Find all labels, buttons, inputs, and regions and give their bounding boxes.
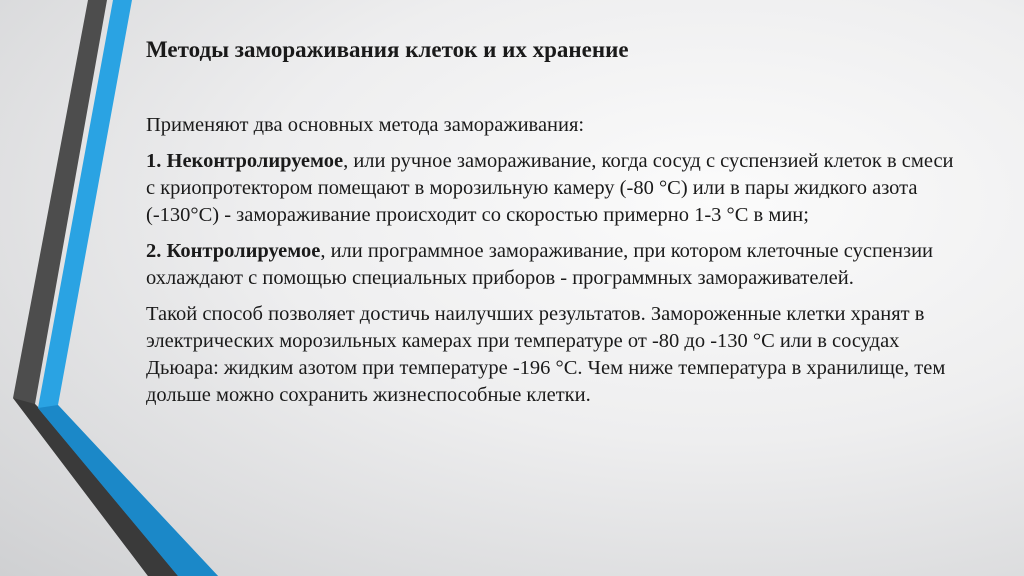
blue-band-shade: [38, 405, 218, 576]
slide-content: [146, 36, 966, 418]
intro-text: Применяют два основных метода замораживания:: [146, 114, 585, 136]
method-1-text: , или ручное замораживание, когда сосуд с суспензией клеток в смеси с криопротектором помещают в морозильную камеру (-80 °С) или в пары жидкого азота (-130°С) - замораживание происходит со скоростью примерно 1-3 °С в мин;: [146, 150, 954, 226]
method-2: [146, 238, 966, 292]
method-1: [146, 148, 966, 229]
slide-title: Методы замораживания клеток и их хранение: [146, 37, 629, 62]
method-2-label: 2. Контролируемое: [146, 240, 321, 262]
method-1-label: 1. Неконтролируемое: [146, 150, 344, 172]
method-2-text: , или программное замораживание, при котором клеточные суспензии охлаждают с помощью специальных приборов - программных замораживателей.: [146, 240, 934, 289]
conclusion-text: Такой способ позволяет достичь наилучших результатов. Замороженные клетки хранят в электрических морозильных камерах при температуре от -80 до -130 °С или в сосудах Дьюара: жидким азотом при температуре -196 °С. Чем ниже температура в хранилище, тем дольше можно сохранить жизнеспособные клетки.: [146, 303, 946, 406]
